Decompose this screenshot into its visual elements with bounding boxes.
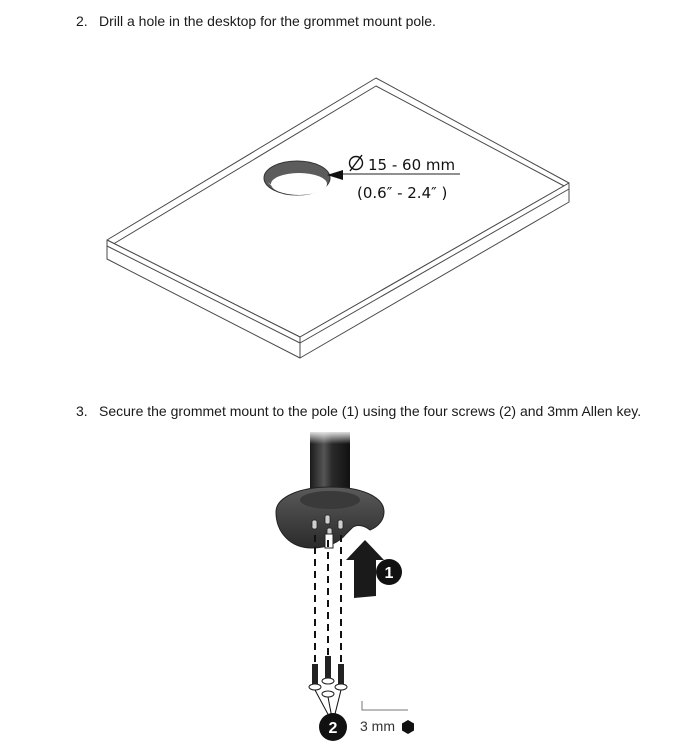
- callout-pole-badge: [376, 559, 402, 585]
- step-2-number: 2.: [76, 13, 88, 29]
- diameter-inch-label: (0.6″ - 2.4″ ): [357, 184, 448, 202]
- svg-text:1: 1: [384, 565, 394, 582]
- screw-insertion-paths: [315, 535, 341, 668]
- step-2-text: Drill a hole in the desktop for the grommet mount pole.: [99, 13, 436, 29]
- hex-icon: [402, 720, 414, 734]
- callout-screws-badge: [319, 713, 347, 741]
- step-3-text: Secure the grommet mount to the pole (1) using the four screws (2) and 3mm Allen key.: [99, 403, 642, 419]
- allen-key-label: 3 mm: [360, 718, 395, 734]
- svg-text:2: 2: [328, 720, 338, 737]
- diameter-mm-label: 15 - 60 mm: [368, 156, 456, 174]
- step-3-number: 3.: [76, 403, 88, 419]
- allen-key-icon: [362, 701, 408, 710]
